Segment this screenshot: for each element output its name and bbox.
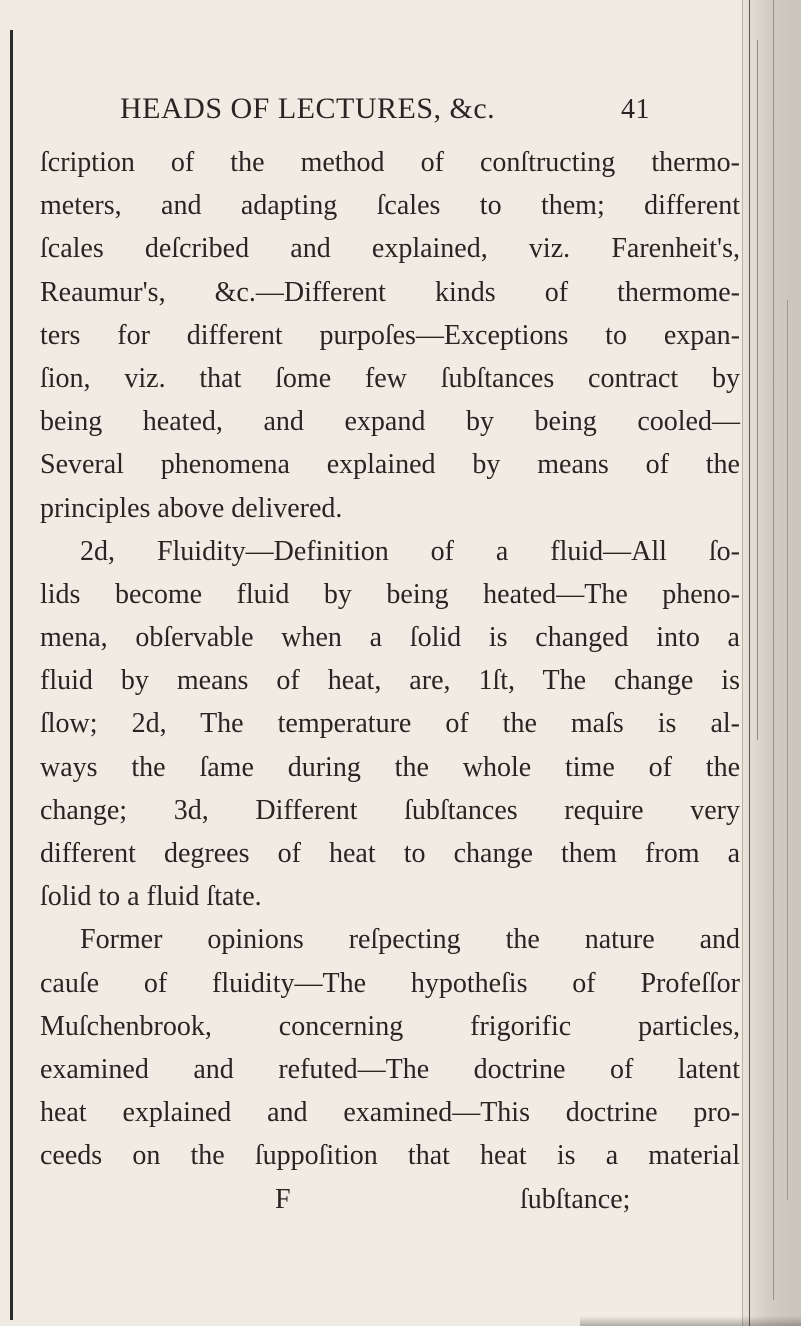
- text-line: ceeds on the ſuppoſition that heat is a material: [40, 1140, 740, 1172]
- text-line: Muſchenbrook, concerning frigorific particles,: [40, 1010, 740, 1042]
- text-line: Reaumur's, &c.—Different kinds of thermome-: [40, 276, 740, 308]
- footer-line: [40, 1178, 740, 1221]
- text-line: mena, obſervable when a ſolid is changed into a: [40, 622, 740, 654]
- page-number: 41: [621, 94, 650, 125]
- header-title: HEADS OF LECTURES, &c.: [120, 92, 496, 125]
- left-page-edge: [10, 30, 13, 1320]
- signature-mark: F: [275, 1183, 291, 1215]
- text-line: ſion, viz. that ſome few ſubſtances contract by: [40, 362, 740, 394]
- text-line: lids become fluid by being heated—The pheno-: [40, 578, 740, 610]
- text-line: ways the ſame during the whole time of the: [40, 751, 740, 783]
- binding-gutter: [742, 0, 801, 1326]
- text-line: heat explained and examined—This doctrine pro-: [40, 1097, 740, 1129]
- text-line: cauſe of fluidity—The hypotheſis of Profeſſor: [40, 967, 740, 999]
- text-line: ſlow; 2d, The temperature of the maſs is al-: [40, 708, 740, 740]
- text-line: ſcales deſcribed and explained, viz. Farenheit's,: [40, 233, 740, 265]
- text-line: being heated, and expand by being cooled—: [40, 406, 740, 438]
- text-line: 2d, Fluidity—Definition of a fluid—All ſo-: [80, 535, 740, 567]
- running-header: [120, 92, 650, 136]
- catchword: ſubſtance;: [520, 1183, 631, 1215]
- body-text: [40, 141, 740, 1221]
- page-shadow: [580, 1316, 801, 1326]
- text-line: meters, and adapting ſcales to them; different: [40, 190, 740, 222]
- text-line: Several phenomena explained by means of the: [40, 449, 740, 481]
- text-line: ters for different purpoſes—Exceptions to expan-: [40, 319, 740, 351]
- text-line: principles above delivered.: [40, 492, 343, 524]
- text-line: Former opinions reſpecting the nature and: [80, 924, 740, 956]
- text-line: ſolid to a fluid ſtate.: [40, 881, 262, 913]
- text-line: examined and refuted—The doctrine of latent: [40, 1053, 740, 1085]
- text-line: different degrees of heat to change them from a: [40, 838, 740, 869]
- text-line: fluid by means of heat, are, 1ſt, The change is: [40, 665, 740, 697]
- text-line: change; 3d, Different ſubſtances require very: [40, 794, 740, 826]
- text-line: ſcription of the method of conſtructing thermo-: [40, 147, 740, 178]
